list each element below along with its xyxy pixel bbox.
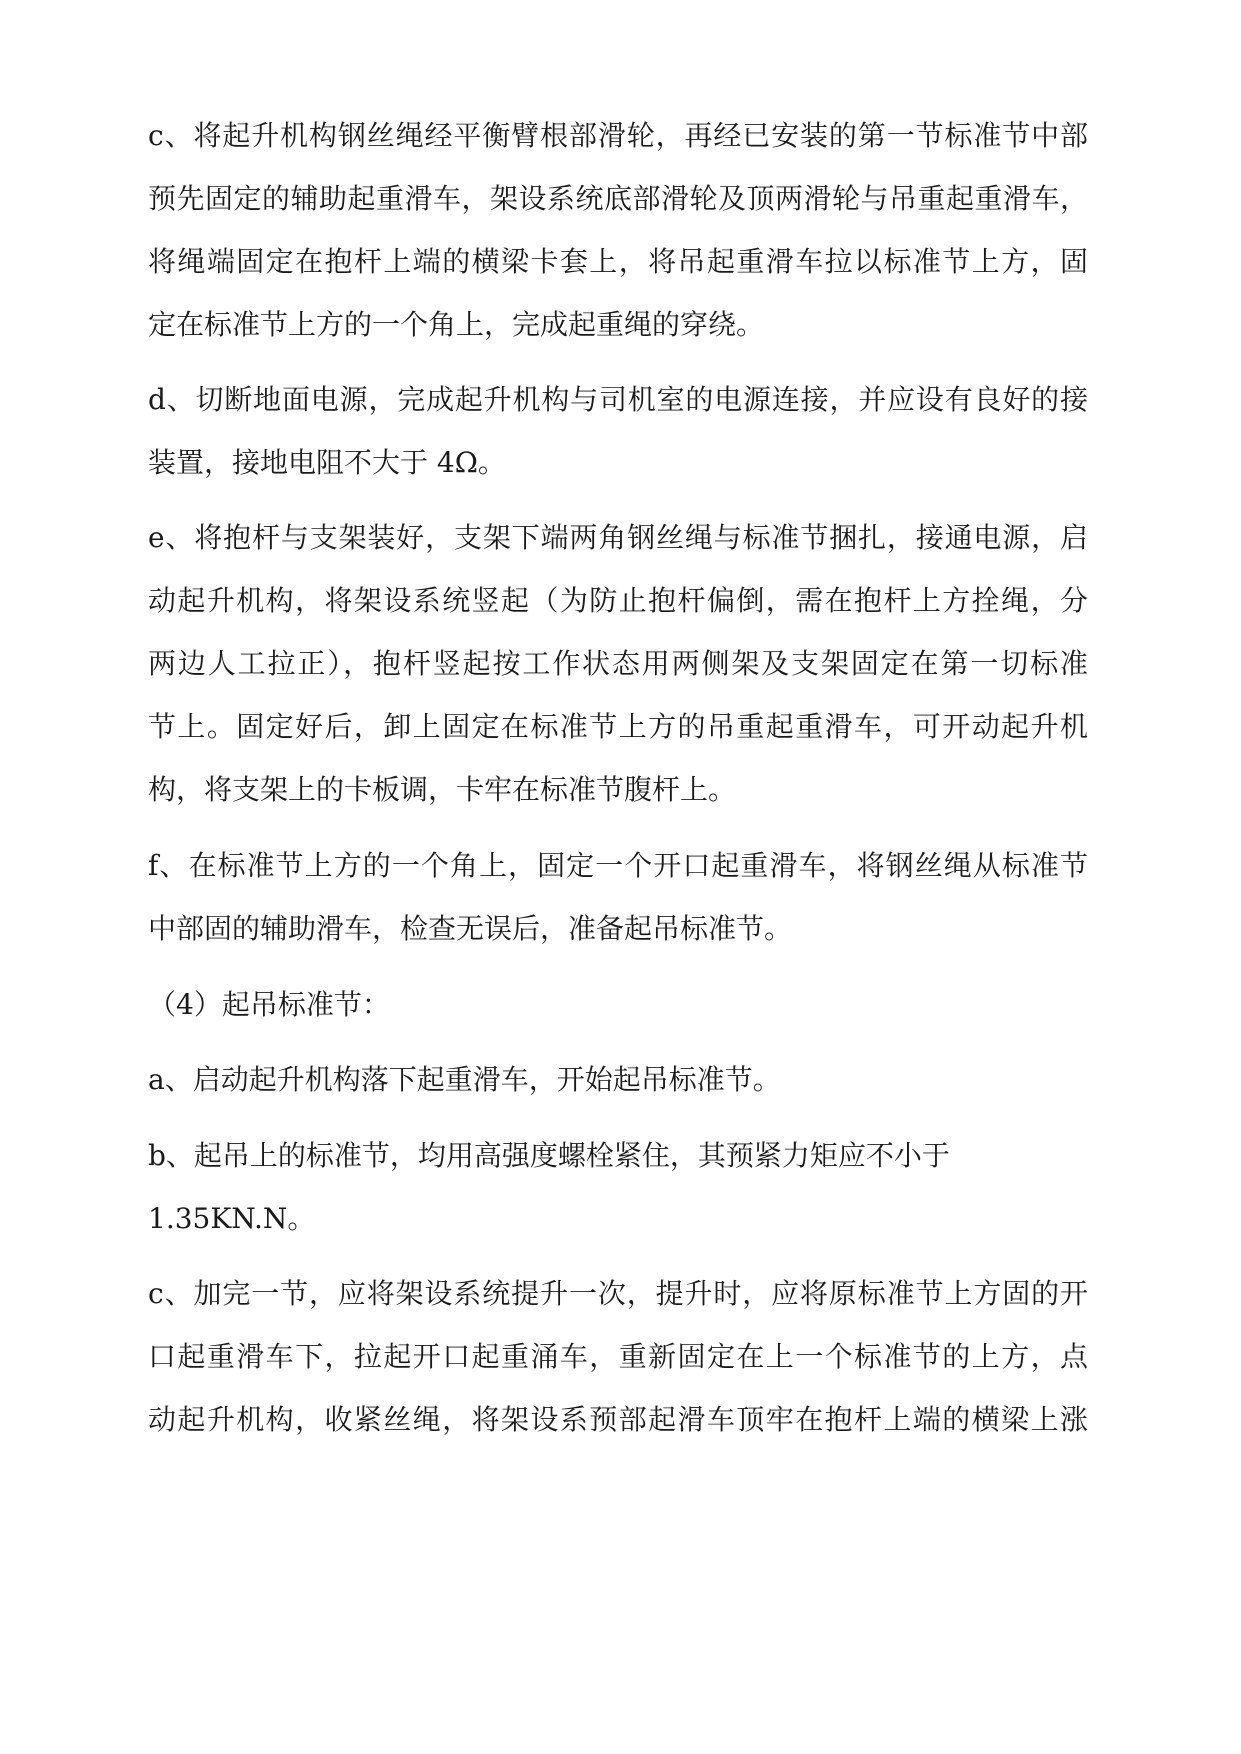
paragraph-c2-line-3: 动起升机构，收紧丝绳，将架设系预部起滑车顶牢在抱杆上端的横梁上涨 <box>148 1403 1088 1436</box>
paragraph-d-line-1: d、切断地面电源，完成起升机构与司机室的电源连接，并应设有良好的接 <box>148 383 1088 416</box>
paragraph-e-line-4: 节上。固定好后，卸上固定在标准节上方的吊重起重滑车，可开动起升机 <box>148 710 1088 743</box>
paragraph-c1-line-1: c、将起升机构钢丝绳经平衡臂根部滑轮，再经已安装的第一节标准节中部 <box>148 119 1088 152</box>
paragraph-c1-line-2: 预先固定的辅助起重滑车，架设系统底部滑轮及顶两滑轮与吊重起重滑车， <box>148 182 1088 215</box>
paragraph-e-line-3: 两边人工拉正），抱杆竖起按工作状态用两侧架及支架固定在第一切标准 <box>148 647 1088 680</box>
paragraph-b-line-1: b、起吊上的标准节，均用高强度螺栓紧住，其预紧力矩应不小于 <box>148 1139 950 1172</box>
paragraph-f-line-2: 中部固的辅助滑车，检查无误后，准备起吊标准节。 <box>148 912 793 945</box>
paragraph-b-line-2: 1.35KN.N。 <box>148 1202 316 1235</box>
paragraph-f-line-1: f、在标准节上方的一个角上，固定一个开口起重滑车，将钢丝绳从标准节 <box>148 849 1088 882</box>
paragraph-e-line-1: e、将抱杆与支架装好，支架下端两角钢丝绳与标准节捆扎，接通电源，启 <box>148 521 1088 554</box>
paragraph-c1-line-3: 将绳端固定在抱杆上端的横梁卡套上，将吊起重滑车拉以标准节上方，固 <box>148 245 1088 278</box>
paragraph-a-line-1: a、启动起升机构落下起重滑车，开始起吊标准节。 <box>148 1063 781 1096</box>
section-heading-4: （4）起吊标准节： <box>148 988 390 1021</box>
paragraph-c2-line-2: 口起重滑车下，拉起开口起重涌车，重新固定在上一个标准节的上方，点 <box>148 1340 1088 1373</box>
paragraph-c2-line-1: c、加完一节，应将架设系统提升一次，提升时，应将原标准节上方固的开 <box>148 1277 1088 1310</box>
paragraph-d-line-2: 装置，接地电阻不大于 4Ω。 <box>148 446 506 479</box>
paragraph-e-line-2: 动起升机构，将架设系统竖起（为防止抱杆偏倒，需在抱杆上方拴绳，分 <box>148 584 1088 617</box>
paragraph-c1-line-4: 定在标准节上方的一个角上，完成起重绳的穿绕。 <box>148 308 765 341</box>
paragraph-e-line-5: 构，将支架上的卡板调，卡牢在标准节腹杆上。 <box>148 773 737 806</box>
